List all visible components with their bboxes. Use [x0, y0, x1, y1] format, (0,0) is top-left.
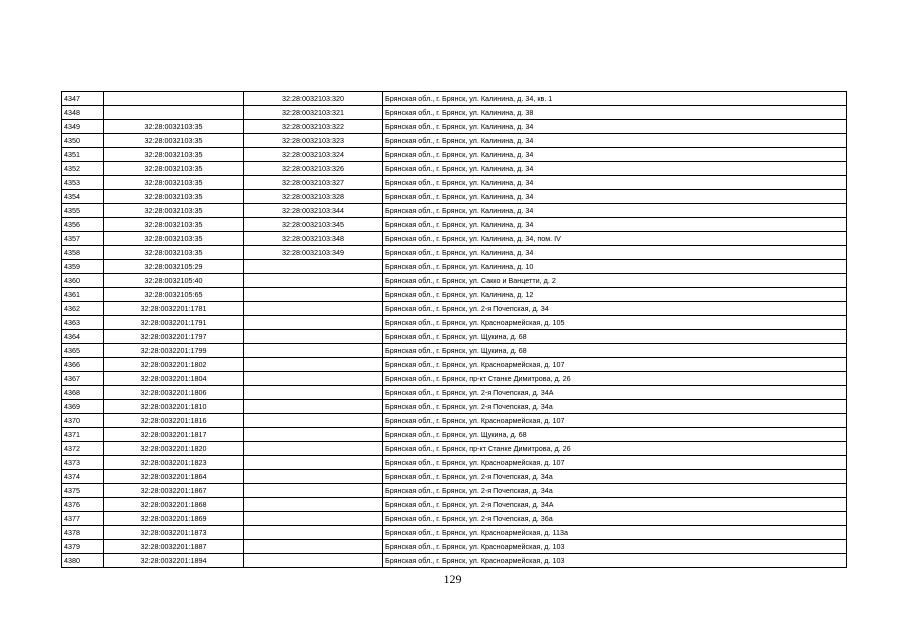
parent-cadastral-number-cell: 32:28:0032201:1791 [104, 316, 244, 330]
parent-cadastral-number-cell: 32:28:0032103:35 [104, 190, 244, 204]
cadastral-number-cell [244, 428, 383, 442]
cadastral-number-cell: 32:28:0032103:321 [244, 106, 383, 120]
cadastral-number-cell [244, 540, 383, 554]
address-cell: Брянская обл., г. Брянск, ул. Красноармейская, д. 107 [383, 456, 847, 470]
row-number-cell: 4369 [62, 400, 104, 414]
address-cell: Брянская обл., г. Брянск, ул. Калинина, д. 12 [383, 288, 847, 302]
row-number-cell: 4374 [62, 470, 104, 484]
parent-cadastral-number-cell [104, 92, 244, 106]
cadastral-number-cell [244, 512, 383, 526]
cadastral-number-cell [244, 386, 383, 400]
cadastral-number-cell: 32:28:0032103:322 [244, 120, 383, 134]
cadastral-number-cell [244, 526, 383, 540]
cadastral-number-cell: 32:28:0032103:345 [244, 218, 383, 232]
address-cell: Брянская обл., г. Брянск, ул. Калинина, д. 34 [383, 190, 847, 204]
cadastral-number-cell [244, 372, 383, 386]
table-row [62, 246, 847, 260]
table-row [62, 120, 847, 134]
address-cell: Брянская обл., г. Брянск, ул. Сакко и Ванцетти, д. 2 [383, 274, 847, 288]
table-row [62, 344, 847, 358]
address-cell: Брянская обл., г. Брянск, ул. Калинина, д. 34 [383, 176, 847, 190]
address-cell: Брянская обл., г. Брянск, ул. Щукина, д. 68 [383, 330, 847, 344]
row-number-cell: 4348 [62, 106, 104, 120]
parent-cadastral-number-cell: 32:28:0032103:35 [104, 120, 244, 134]
address-cell: Брянская обл., г. Брянск, ул. Калинина, д. 34 [383, 148, 847, 162]
address-cell: Брянская обл., г. Брянск, ул. Калинина, д. 38 [383, 106, 847, 120]
cadastral-number-cell: 32:28:0032103:324 [244, 148, 383, 162]
address-cell: Брянская обл., г. Брянск, ул. Красноармейская, д. 113а [383, 526, 847, 540]
table-row [62, 162, 847, 176]
parent-cadastral-number-cell: 32:28:0032201:1816 [104, 414, 244, 428]
cadastral-number-cell [244, 484, 383, 498]
table-row [62, 554, 847, 568]
cadastral-number-cell [244, 442, 383, 456]
address-cell: Брянская обл., г. Брянск, ул. 2-я Почепская, д. 34а [383, 484, 847, 498]
table-row [62, 414, 847, 428]
cadastral-number-cell: 32:28:0032103:349 [244, 246, 383, 260]
address-cell: Брянская обл., г. Брянск, ул. Калинина, д. 34, кв. 1 [383, 92, 847, 106]
document-page [61, 91, 846, 568]
parent-cadastral-number-cell: 32:28:0032105:65 [104, 288, 244, 302]
table-row [62, 148, 847, 162]
table-row [62, 400, 847, 414]
parent-cadastral-number-cell: 32:28:0032201:1894 [104, 554, 244, 568]
cadastral-number-cell [244, 470, 383, 484]
parent-cadastral-number-cell: 32:28:0032103:35 [104, 162, 244, 176]
parent-cadastral-number-cell: 32:28:0032201:1869 [104, 512, 244, 526]
cadastral-number-cell [244, 344, 383, 358]
cadastral-number-cell: 32:28:0032103:344 [244, 204, 383, 218]
address-cell: Брянская обл., г. Брянск, ул. Щукина, д. 68 [383, 344, 847, 358]
address-cell: Брянская обл., г. Брянск, ул. Калинина, д. 34 [383, 246, 847, 260]
table-row [62, 470, 847, 484]
row-number-cell: 4355 [62, 204, 104, 218]
page-number: 129 [443, 572, 462, 586]
cadastral-number-cell [244, 302, 383, 316]
table-row [62, 456, 847, 470]
address-cell: Брянская обл., г. Брянск, ул. 2-я Почепская, д. 34а [383, 400, 847, 414]
cadastral-number-cell [244, 456, 383, 470]
row-number-cell: 4357 [62, 232, 104, 246]
parent-cadastral-number-cell: 32:28:0032201:1868 [104, 498, 244, 512]
row-number-cell: 4353 [62, 176, 104, 190]
row-number-cell: 4375 [62, 484, 104, 498]
table-row [62, 190, 847, 204]
parent-cadastral-number-cell: 32:28:0032103:35 [104, 134, 244, 148]
row-number-cell: 4380 [62, 554, 104, 568]
cadastral-number-cell [244, 414, 383, 428]
table-row [62, 232, 847, 246]
parent-cadastral-number-cell: 32:28:0032201:1823 [104, 456, 244, 470]
cadastral-number-cell: 32:28:0032103:320 [244, 92, 383, 106]
parent-cadastral-number-cell: 32:28:0032201:1887 [104, 540, 244, 554]
parent-cadastral-number-cell: 32:28:0032201:1810 [104, 400, 244, 414]
table-row [62, 302, 847, 316]
parent-cadastral-number-cell: 32:28:0032103:35 [104, 176, 244, 190]
parent-cadastral-number-cell: 32:28:0032201:1867 [104, 484, 244, 498]
parent-cadastral-number-cell: 32:28:0032105:40 [104, 274, 244, 288]
row-number-cell: 4366 [62, 358, 104, 372]
row-number-cell: 4358 [62, 246, 104, 260]
cadastral-number-cell: 32:28:0032103:326 [244, 162, 383, 176]
table-row [62, 316, 847, 330]
table-row [62, 512, 847, 526]
table-row [62, 330, 847, 344]
table-row [62, 106, 847, 120]
row-number-cell: 4373 [62, 456, 104, 470]
address-cell: Брянская обл., г. Брянск, пр-кт Станке Димитрова, д. 26 [383, 372, 847, 386]
table-row [62, 484, 847, 498]
table-row [62, 428, 847, 442]
cadastral-number-cell [244, 554, 383, 568]
table-row [62, 386, 847, 400]
row-number-cell: 4363 [62, 316, 104, 330]
address-cell: Брянская обл., г. Брянск, ул. Красноармейская, д. 103 [383, 540, 847, 554]
cadastral-number-cell [244, 260, 383, 274]
row-number-cell: 4371 [62, 428, 104, 442]
table-body [62, 92, 847, 568]
parent-cadastral-number-cell: 32:28:0032201:1804 [104, 372, 244, 386]
row-number-cell: 4365 [62, 344, 104, 358]
address-cell: Брянская обл., г. Брянск, ул. 2-я Почепская, д. 34а [383, 470, 847, 484]
cadastral-number-cell: 32:28:0032103:328 [244, 190, 383, 204]
table-row [62, 540, 847, 554]
parent-cadastral-number-cell: 32:28:0032201:1781 [104, 302, 244, 316]
row-number-cell: 4354 [62, 190, 104, 204]
table-row [62, 260, 847, 274]
row-number-cell: 4364 [62, 330, 104, 344]
parent-cadastral-number-cell: 32:28:0032103:35 [104, 148, 244, 162]
table-row [62, 218, 847, 232]
row-number-cell: 4359 [62, 260, 104, 274]
row-number-cell: 4367 [62, 372, 104, 386]
cadastral-number-cell [244, 498, 383, 512]
address-cell: Брянская обл., г. Брянск, пр-кт Станке Димитрова, д. 26 [383, 442, 847, 456]
table-row [62, 442, 847, 456]
cadastral-number-cell [244, 330, 383, 344]
address-cell: Брянская обл., г. Брянск, ул. Красноармейская, д. 103 [383, 554, 847, 568]
parent-cadastral-number-cell: 32:28:0032201:1817 [104, 428, 244, 442]
address-cell: Брянская обл., г. Брянск, ул. Щукина, д. 68 [383, 428, 847, 442]
address-cell: Брянская обл., г. Брянск, ул. Калинина, д. 34 [383, 162, 847, 176]
address-cell: Брянская обл., г. Брянск, ул. Калинина, д. 34 [383, 204, 847, 218]
parent-cadastral-number-cell [104, 106, 244, 120]
address-cell: Брянская обл., г. Брянск, ул. 2-я Почепская, д. 34 [383, 302, 847, 316]
cadastral-number-cell [244, 400, 383, 414]
row-number-cell: 4379 [62, 540, 104, 554]
parent-cadastral-number-cell: 32:28:0032103:35 [104, 218, 244, 232]
parent-cadastral-number-cell: 32:28:0032201:1802 [104, 358, 244, 372]
table-row [62, 176, 847, 190]
address-cell: Брянская обл., г. Брянск, ул. Красноармейская, д. 107 [383, 358, 847, 372]
address-cell: Брянская обл., г. Брянск, ул. 2-я Почепская, д. 34А [383, 498, 847, 512]
row-number-cell: 4352 [62, 162, 104, 176]
cadastral-number-cell: 32:28:0032103:348 [244, 232, 383, 246]
address-cell: Брянская обл., г. Брянск, ул. Калинина, д. 34, пом. IV [383, 232, 847, 246]
parent-cadastral-number-cell: 32:28:0032201:1806 [104, 386, 244, 400]
cadastral-number-cell: 32:28:0032103:323 [244, 134, 383, 148]
table-row [62, 204, 847, 218]
row-number-cell: 4356 [62, 218, 104, 232]
row-number-cell: 4360 [62, 274, 104, 288]
table-row [62, 526, 847, 540]
row-number-cell: 4362 [62, 302, 104, 316]
table-row [62, 358, 847, 372]
cadastral-number-cell [244, 274, 383, 288]
table-row [62, 274, 847, 288]
parent-cadastral-number-cell: 32:28:0032103:35 [104, 232, 244, 246]
row-number-cell: 4378 [62, 526, 104, 540]
table-row [62, 498, 847, 512]
parent-cadastral-number-cell: 32:28:0032103:35 [104, 204, 244, 218]
address-cell: Брянская обл., г. Брянск, ул. Калинина, д. 34 [383, 218, 847, 232]
row-number-cell: 4349 [62, 120, 104, 134]
row-number-cell: 4350 [62, 134, 104, 148]
table-row [62, 92, 847, 106]
row-number-cell: 4347 [62, 92, 104, 106]
table-row [62, 372, 847, 386]
cadastral-number-cell [244, 288, 383, 302]
parent-cadastral-number-cell: 32:28:0032201:1797 [104, 330, 244, 344]
address-cell: Брянская обл., г. Брянск, ул. Калинина, д. 34 [383, 120, 847, 134]
row-number-cell: 4368 [62, 386, 104, 400]
address-cell: Брянская обл., г. Брянск, ул. 2-я Почепская, д. 36а [383, 512, 847, 526]
table-row [62, 134, 847, 148]
row-number-cell: 4377 [62, 512, 104, 526]
parent-cadastral-number-cell: 32:28:0032201:1873 [104, 526, 244, 540]
parent-cadastral-number-cell: 32:28:0032105:29 [104, 260, 244, 274]
parent-cadastral-number-cell: 32:28:0032201:1799 [104, 344, 244, 358]
parent-cadastral-number-cell: 32:28:0032201:1820 [104, 442, 244, 456]
row-number-cell: 4372 [62, 442, 104, 456]
parent-cadastral-number-cell: 32:28:0032201:1864 [104, 470, 244, 484]
table-row [62, 288, 847, 302]
row-number-cell: 4370 [62, 414, 104, 428]
address-cell: Брянская обл., г. Брянск, ул. Красноармейская, д. 105 [383, 316, 847, 330]
parent-cadastral-number-cell: 32:28:0032103:35 [104, 246, 244, 260]
property-registry-table [61, 91, 847, 568]
row-number-cell: 4351 [62, 148, 104, 162]
address-cell: Брянская обл., г. Брянск, ул. Красноармейская, д. 107 [383, 414, 847, 428]
row-number-cell: 4376 [62, 498, 104, 512]
row-number-cell: 4361 [62, 288, 104, 302]
address-cell: Брянская обл., г. Брянск, ул. Калинина, д. 10 [383, 260, 847, 274]
address-cell: Брянская обл., г. Брянск, ул. Калинина, д. 34 [383, 134, 847, 148]
address-cell: Брянская обл., г. Брянск, ул. 2-я Почепская, д. 34А [383, 386, 847, 400]
cadastral-number-cell: 32:28:0032103:327 [244, 176, 383, 190]
cadastral-number-cell [244, 316, 383, 330]
cadastral-number-cell [244, 358, 383, 372]
